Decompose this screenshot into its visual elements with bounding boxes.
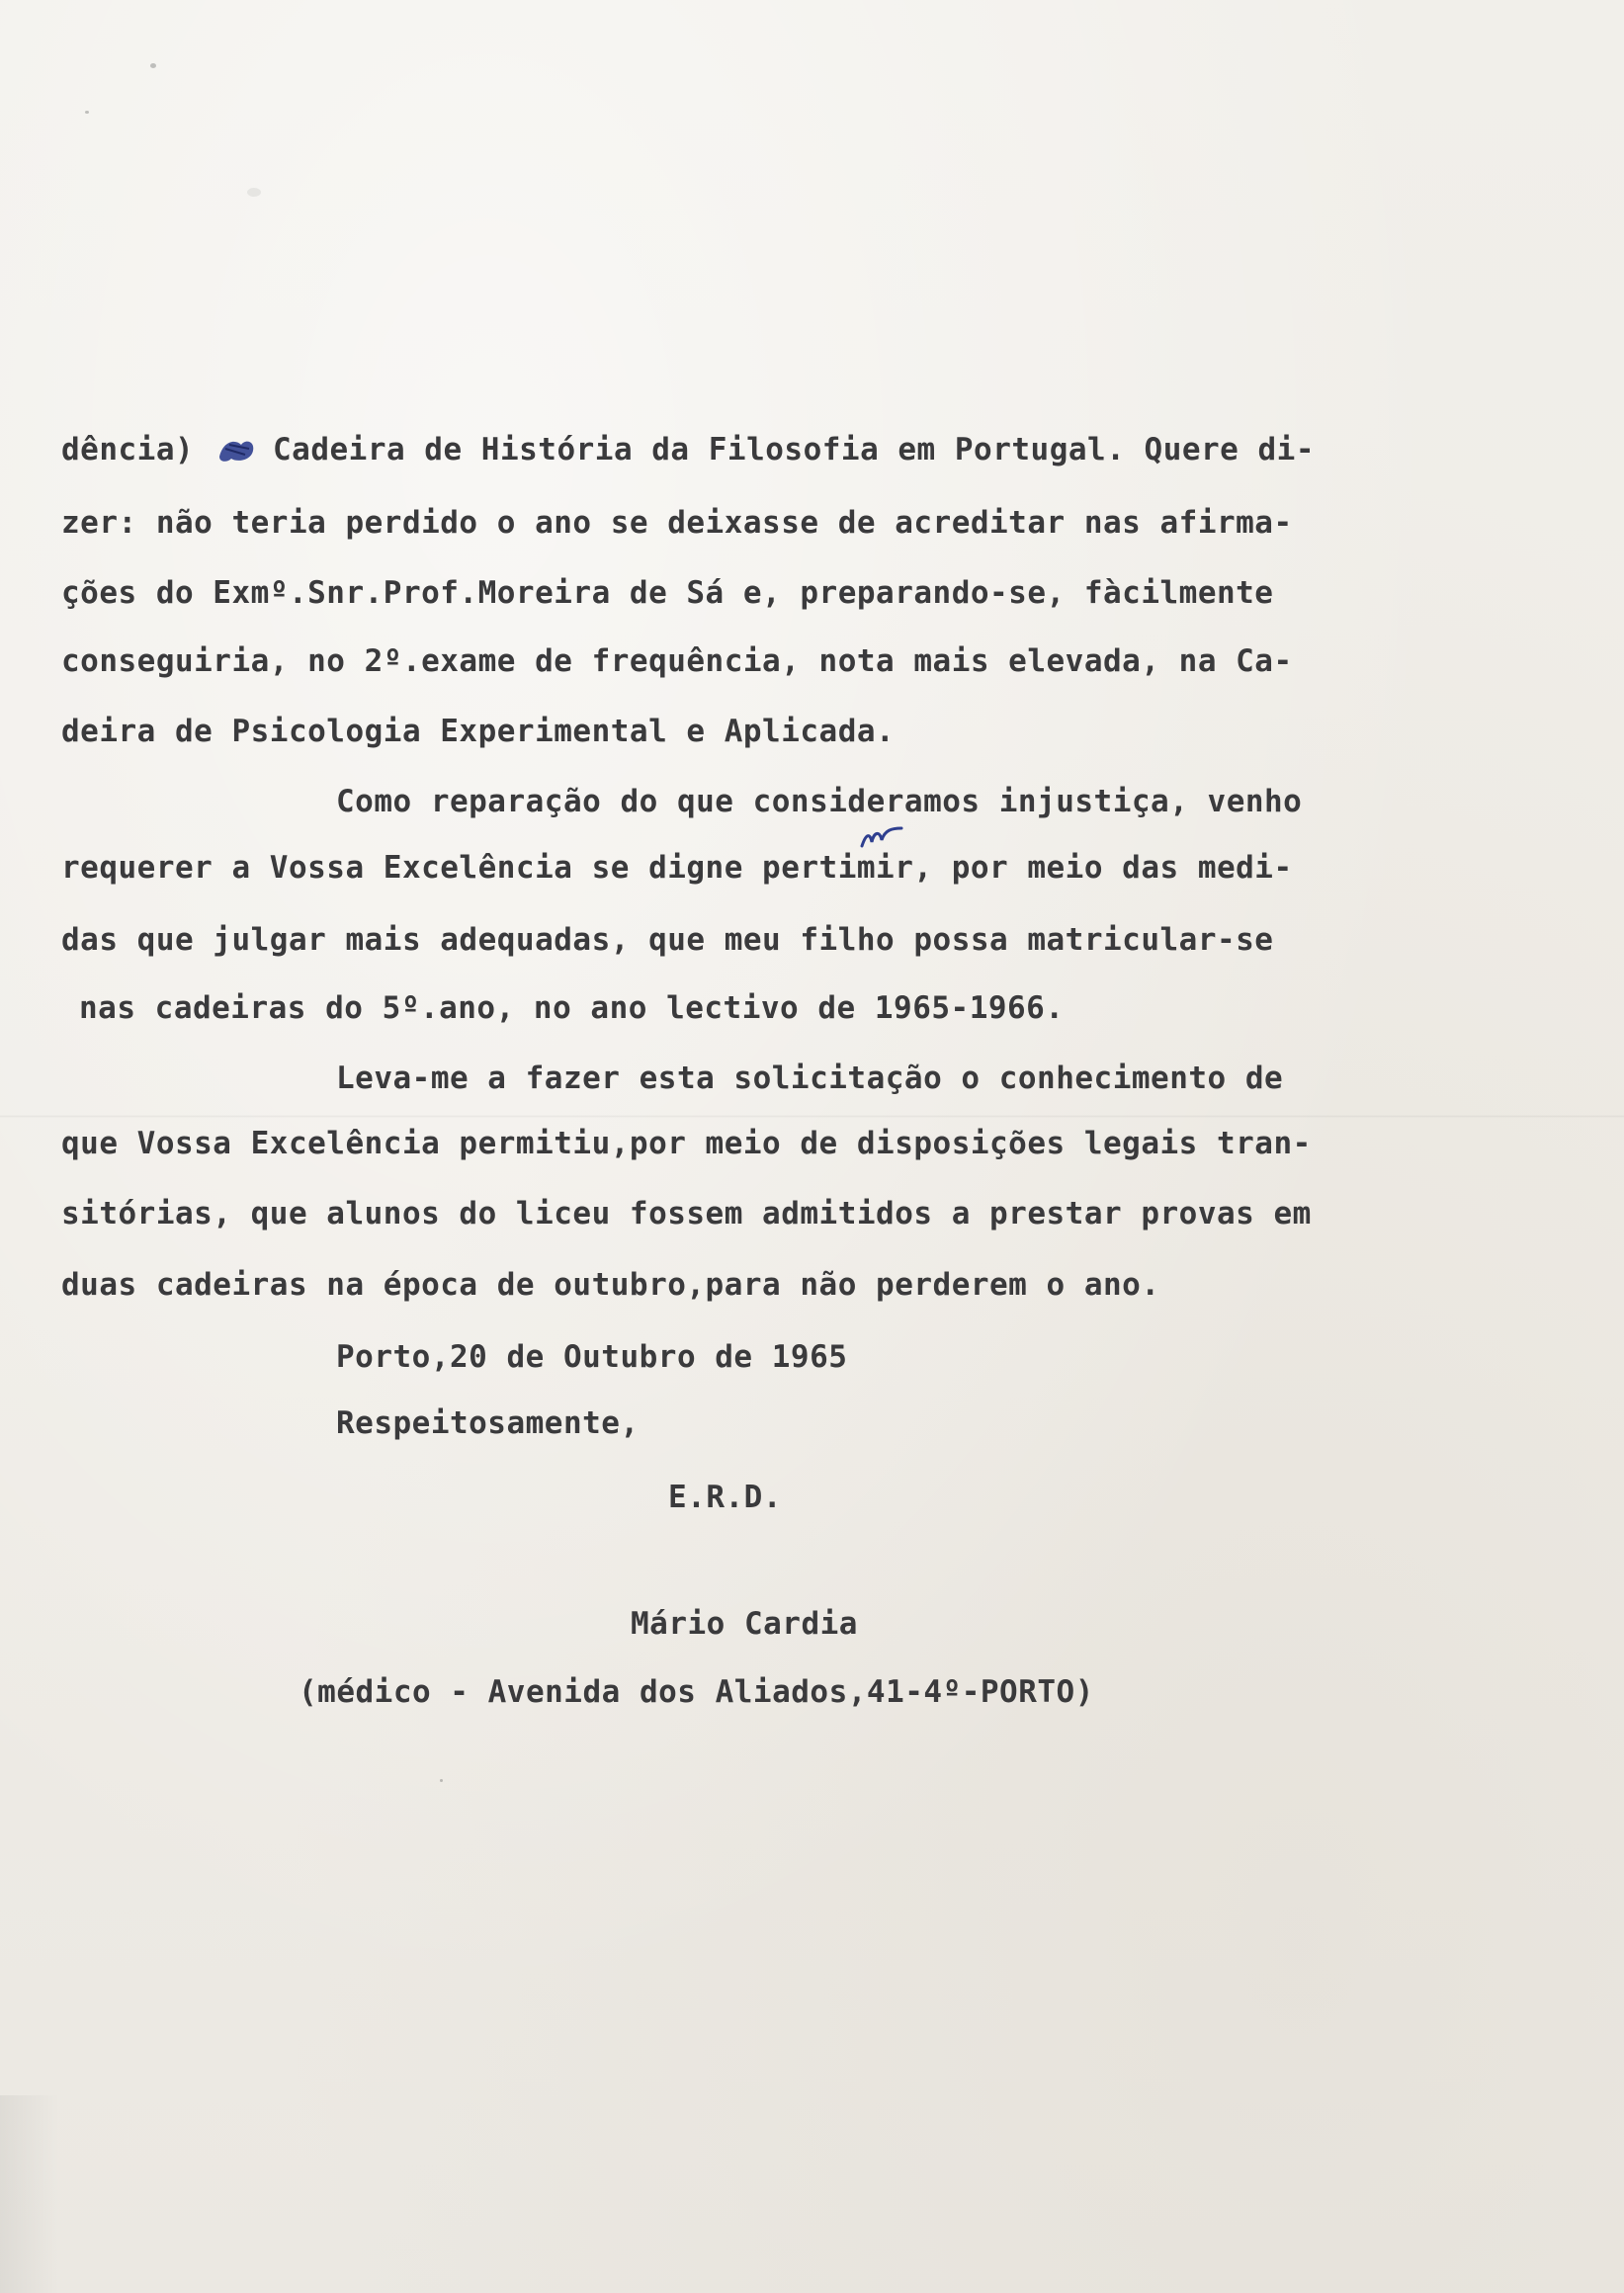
letter-line-1b: Cadeira de História da Filosofia em Portugal. Quere di- (273, 432, 1315, 467)
letter-line-11: que Vossa Excelência permitiu,por meio de disposições legais tran- (61, 1126, 1312, 1161)
erd-abbreviation: E.R.D. (668, 1480, 782, 1515)
paper-speck (85, 111, 89, 114)
letter-line-13: duas cadeiras na época de outubro,para não perderem o ano. (61, 1267, 1160, 1303)
paper-corner-shadow (0, 2095, 59, 2293)
letter-line-8: das que julgar mais adequadas, que meu filho possa matricular-se (61, 922, 1274, 958)
paper-fold-line (0, 1115, 1624, 1118)
letter-line-7: requerer a Vossa Excelência se digne pertimir, por meio das medi- (61, 850, 1293, 886)
letter-line-9: nas cadeiras do 5º.ano, no ano lectivo de 1965-1966. (79, 990, 1065, 1026)
letter-line-4: conseguiria, no 2º.exame de frequência, nota mais elevada, na Ca- (61, 643, 1293, 679)
paper-speck (247, 188, 261, 197)
paper-speck (150, 63, 156, 68)
letter-line-5: deira de Psicologia Experimental e Aplicada. (61, 714, 896, 749)
place-date: Porto,20 de Outubro de 1965 (336, 1339, 848, 1375)
ink-scribble-icon (215, 435, 259, 465)
letter-line-6: Como reparação do que consideramos injustiça, venho (336, 784, 1303, 819)
letter-line-3: ções do Exmº.Snr.Prof.Moreira de Sá e, preparando-se, fàcilmente (61, 575, 1274, 611)
signature-name: Mário Cardia (631, 1606, 858, 1642)
signature-address: (médico - Avenida dos Aliados,41-4º-PORTO) (299, 1674, 1094, 1710)
letter-line-12: sitórias, que alunos do liceu fossem admitidos a prestar provas em (61, 1196, 1312, 1231)
letter-line-2: zer: não teria perdido o ano se deixasse de acreditar nas afirma- (61, 505, 1293, 541)
handwritten-correction-mark-icon (858, 822, 905, 852)
letter-line-1a: dência) (61, 432, 195, 467)
closing-salutation: Respeitosamente, (336, 1405, 640, 1441)
paper-speck (440, 1779, 443, 1782)
letter-line-10: Leva-me a fazer esta solicitação o conhecimento de (336, 1061, 1284, 1096)
